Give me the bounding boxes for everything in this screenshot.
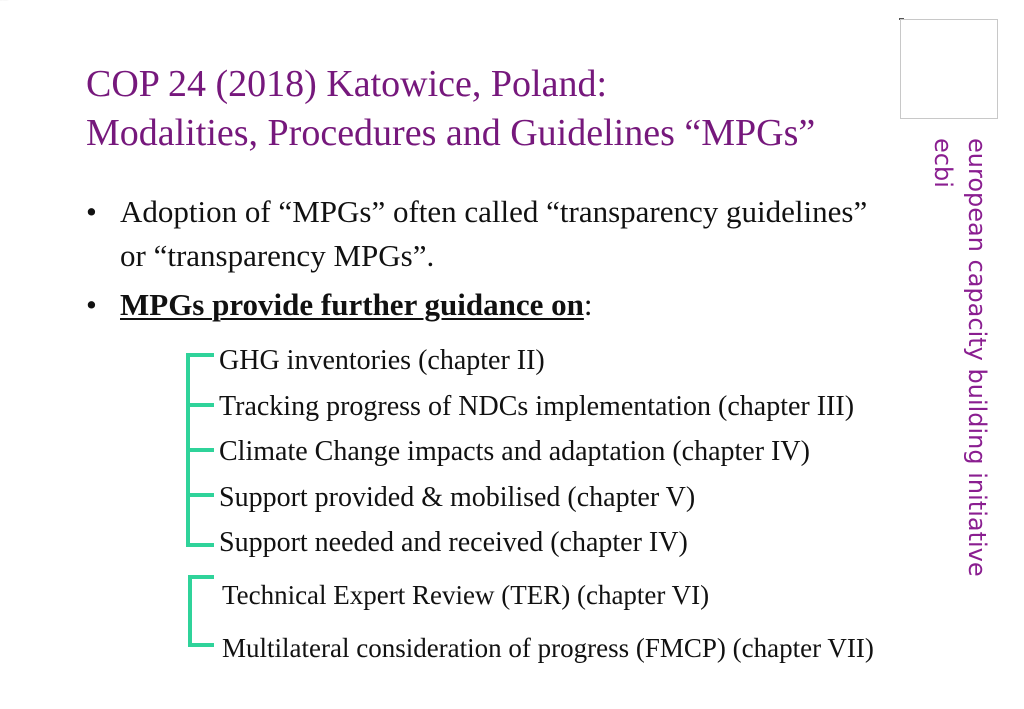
bracket-tick (188, 643, 214, 647)
sub-item-ghg-inventories: GHG inventories (chapter II) (219, 345, 545, 376)
bullet-list (86, 190, 886, 327)
sub-item-support-needed: Support needed and received (chapter IV) (219, 527, 688, 558)
sub-item-multilateral-consideration: Multilateral consideration of progress (FMCP) (chapter VII) (222, 633, 874, 663)
sub-item-tracking-progress: Tracking progress of NDCs implementation (chapter III) (219, 390, 855, 422)
sub-item-technical-expert-review: Technical Expert Review (TER) (chapter VI) (222, 580, 710, 610)
bullet-suffix: : (583, 287, 593, 322)
corner-mark: ............... (0, 0, 9, 2)
bracket-group-2 (188, 575, 192, 647)
side-text-line-2: ecbi (929, 138, 957, 188)
title-line-1: COP 24 (2018) Katowice, Poland: (86, 63, 608, 105)
bracket-tick (186, 543, 214, 547)
bracket-tick (186, 353, 214, 357)
bullet-text-emphasis: MPGs provide further guidance on (120, 287, 584, 322)
bullet-text: Adoption of “MPGs” often called “transparency guidelines” or “transparency MPGs”. (120, 194, 868, 273)
bullet-marker: • (86, 287, 97, 322)
title-line-2: Modalities, Procedures and Guidelines “MPGs” (86, 112, 816, 154)
bracket-tick (188, 575, 214, 579)
bullet-marker: • (86, 194, 97, 229)
bracket-tick (186, 448, 214, 452)
sub-item-support-provided: Support provided & mobilised (chapter V) (219, 481, 696, 513)
side-text-line-1: european capacity building initiative (963, 138, 991, 577)
bullet-item-adoption (86, 190, 886, 278)
bullet-item-guidance (86, 283, 886, 327)
slide-title (86, 60, 815, 158)
side-organization-name (918, 138, 994, 638)
sub-item-climate-impacts: Climate Change impacts and adaptation (chapter IV) (219, 436, 810, 467)
guidance-sublist-1 (219, 338, 854, 566)
guidance-sublist-2 (222, 569, 874, 675)
bracket-tick (186, 403, 214, 407)
logo-placeholder (900, 19, 998, 119)
bracket-tick (186, 493, 214, 497)
